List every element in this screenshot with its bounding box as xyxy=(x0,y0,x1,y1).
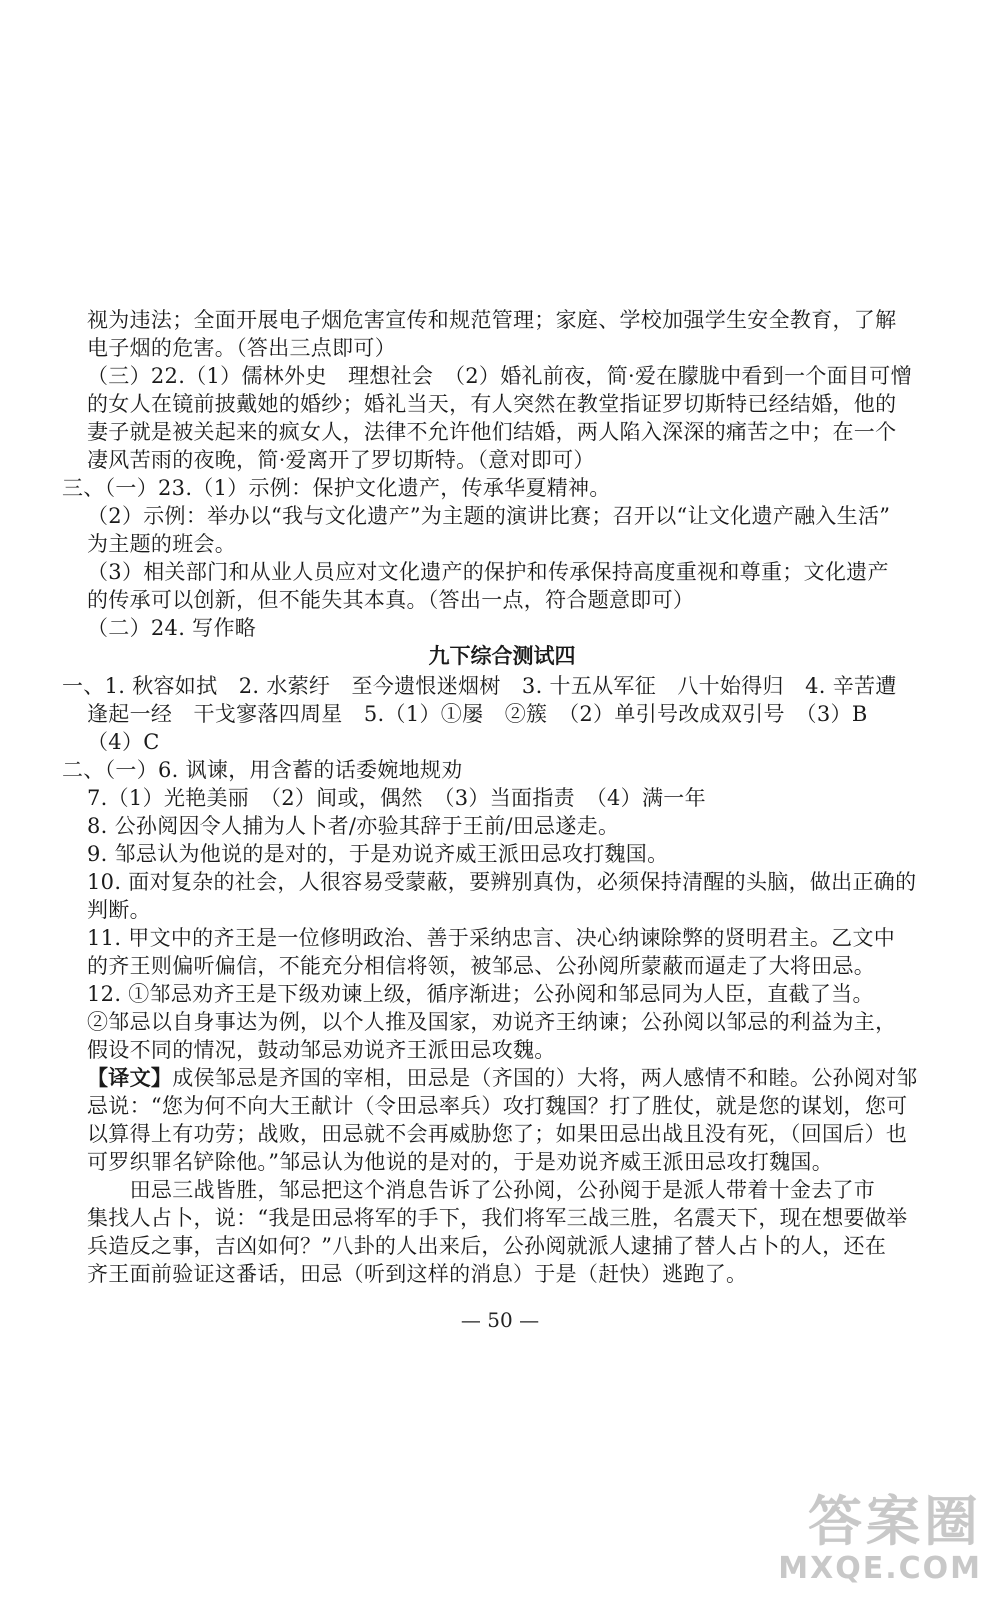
text-line: 电子烟的危害。（答出三点即可） xyxy=(87,336,396,360)
answer-block-1 xyxy=(62,306,942,642)
text-line: 兵造反之事，吉凶如何？”八卦的人出来后，公孙阅就派人逮捕了替人占卜的人，还在 xyxy=(87,1234,887,1258)
section-title: 九下综合测试四 xyxy=(428,643,576,668)
text-line: 凄风苦雨的夜晚，简·爱离开了罗切斯特。（意对即可） xyxy=(87,448,595,472)
text-line: （3）相关部门和从业人员应对文化遗产的保护和传承保持高度重视和尊重；文化遗产 xyxy=(87,560,889,584)
text-line: 集找人占卜，说：“我是田忌将军的手下，我们将军三战三胜，名震天下，现在想要做举 xyxy=(87,1206,908,1230)
text-line: 9. 邹忌认为他说的是对的，于是劝说齐威王派田忌攻打魏国。 xyxy=(87,842,669,866)
text-line: 12. ①邹忌劝齐王是下级劝谏上级，循序渐进；公孙阅和邹忌同为人臣，直截了当。 xyxy=(87,982,874,1006)
text-line: 的传承可以创新，但不能失其本真。（答出一点，符合题意即可） xyxy=(87,588,695,612)
page-number: — 50 — xyxy=(460,1308,540,1332)
text-line: 妻子就是被关起来的疯女人，法律不允许他们结婚，两人陷入深深的痛苦之中；在一个 xyxy=(87,420,897,444)
text-line: 齐王面前验证这番话，田忌（听到这样的消息）于是（赶快）逃跑了。 xyxy=(87,1262,748,1286)
text-line: 判断。 xyxy=(87,898,151,922)
text-line: （二）24. 写作略 xyxy=(87,616,257,640)
text-line: （三）22.（1）儒林外史 理想社会 （2）婚礼前夜，简·爱在朦胧中看到一个面目可憎 xyxy=(87,364,912,388)
answer-content xyxy=(62,306,942,1288)
translation-text: 成侯邹忌是齐国的宰相，田忌是（齐国的）大将，两人感情不和睦。公孙阅对邹 xyxy=(172,1066,918,1090)
text-line: （2）示例：举办以“我与文化遗产”为主题的演讲比赛；召开以“让文化遗产融入生活” xyxy=(87,504,891,528)
answer-block-3 xyxy=(62,1092,942,1288)
text-line: 7.（1）光艳美丽 （2）间或，偶然 （3）当面指责 （4）满一年 xyxy=(87,786,706,810)
text-line: ②邹忌以自身事达为例，以个人推及国家，劝说齐王纳谏；公孙阅以邹忌的利益为主， xyxy=(87,1010,897,1034)
text-line: 一、1. 秋容如拭 2. 水萦纡 至今遗恨迷烟树 3. 十五从军征 八十始得归 4. 辛苦遭 xyxy=(62,674,897,698)
text-line: 11. 甲文中的齐王是一位修明政治、善于采纳忠言、决心纳谏除弊的贤明君主。乙文中 xyxy=(87,926,896,950)
text-line: 忌说：“您为何不向大王献计（令田忌率兵）攻打魏国？打了胜仗，就是您的谋划，您可 xyxy=(87,1094,908,1118)
translation-label: 【译文】 xyxy=(87,1065,173,1090)
watermark-logo xyxy=(778,1492,982,1586)
text-line: 假设不同的情况，鼓动邹忌劝说齐王派田忌攻魏。 xyxy=(87,1038,556,1062)
text-line: 的女人在镜前披戴她的婚纱；婚礼当天，有人突然在教堂指证罗切斯特已经结婚，他的 xyxy=(87,392,897,416)
text-line: 二、（一）6. 讽谏，用含蓄的话委婉地规劝 xyxy=(62,758,463,782)
text-line: （4）C xyxy=(87,730,160,754)
answer-block-2 xyxy=(62,672,942,1064)
watermark-url: MXQE.COM xyxy=(778,1551,982,1586)
text-line: 视为违法；全面开展电子烟危害宣传和规范管理；家庭、学校加强学生安全教育，了解 xyxy=(87,308,897,332)
text-line: 田忌三战皆胜，邹忌把这个消息告诉了公孙阅，公孙阅于是派人带着十金去了市 xyxy=(87,1178,876,1202)
text-line: 逢起一经 干戈寥落四周星 5.（1）①屡 ②簇 （2）单引号改成双引号 （3）B xyxy=(87,702,868,726)
text-line: 可罗织罪名铲除他。”邹忌认为他说的是对的，于是劝说齐威王派田忌攻打魏国。 xyxy=(87,1150,834,1174)
text-line: 以算得上有功劳；战败，田忌就不会再威胁您了；如果田忌出战且没有死，（回国后）也 xyxy=(87,1122,908,1146)
watermark-main: 答案圈 xyxy=(808,1490,982,1553)
text-line: 三、（一）23.（1）示例：保护文化遗产，传承华夏精神。 xyxy=(62,476,611,500)
text-line: 的齐王则偏听偏信，不能充分相信将领，被邹忌、公孙阅所蒙蔽而逼走了大将田忌。 xyxy=(87,954,876,978)
translation-first-line xyxy=(62,1064,942,1092)
text-line: 为主题的班会。 xyxy=(87,532,237,556)
text-line: 8. 公孙阅因令人捕为人卜者/亦验其辞于王前/田忌遂走。 xyxy=(87,814,620,838)
text-line: 10. 面对复杂的社会，人很容易受蒙蔽，要辨别真伪，必须保持清醒的头脑，做出正确的 xyxy=(87,870,917,894)
